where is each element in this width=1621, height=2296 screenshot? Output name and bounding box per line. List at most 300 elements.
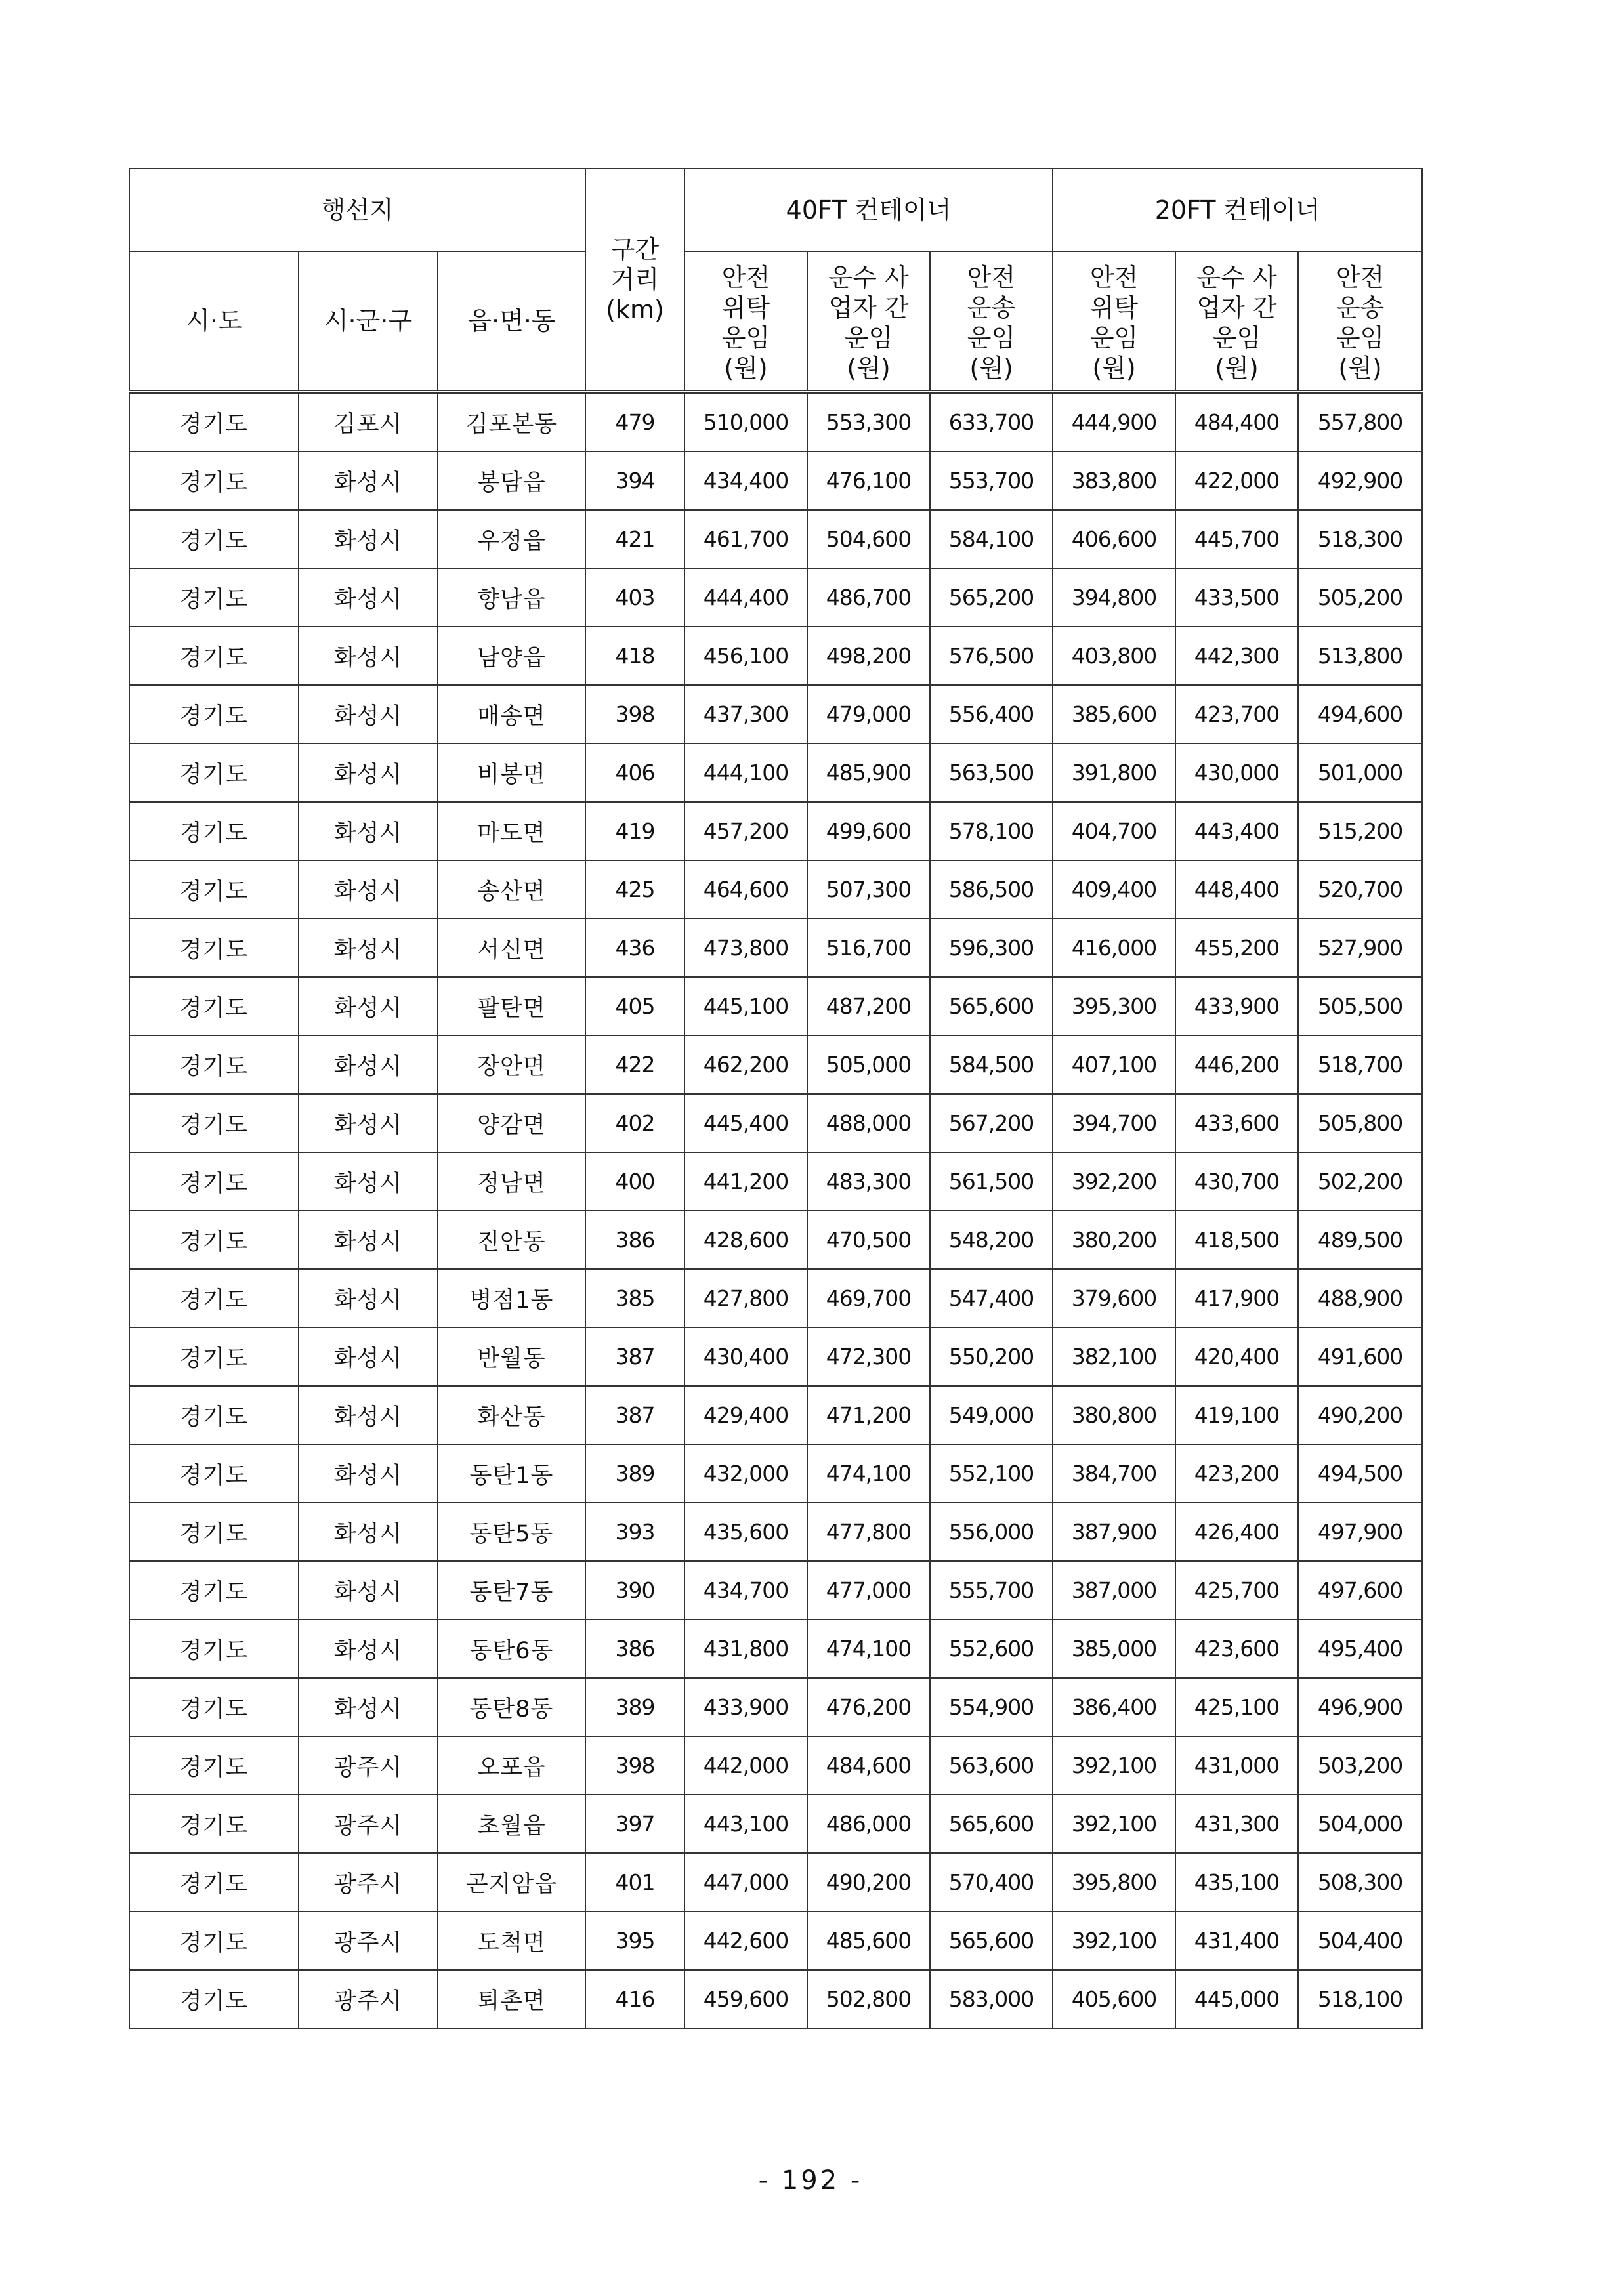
- ft20-transport-cell: 527,900: [1298, 919, 1422, 977]
- sido-cell: 경기도: [129, 1094, 299, 1152]
- sigungu-cell: 화성시: [299, 451, 438, 510]
- ft40-consign-cell: 430,400: [684, 1327, 807, 1386]
- distance-cell: 406: [585, 743, 684, 802]
- ft20-consign-cell: 404,700: [1053, 802, 1175, 860]
- ft20-consign-cell: 444,900: [1053, 392, 1175, 451]
- ft40-carrier-cell: 504,600: [807, 510, 930, 568]
- distance-cell: 386: [585, 1211, 684, 1269]
- distance-cell: 416: [585, 1970, 684, 2028]
- ft20-carrier-cell: 423,600: [1175, 1619, 1298, 1678]
- ft20-transport-cell: 501,000: [1298, 743, 1422, 802]
- eupmyeondong-cell: 송산면: [438, 860, 585, 919]
- ft20-transport-cell: 518,100: [1298, 1970, 1422, 2028]
- sigungu-cell: 화성시: [299, 977, 438, 1035]
- ft20-consign-cell: 416,000: [1053, 919, 1175, 977]
- ft40-carrier-cell: 472,300: [807, 1327, 930, 1386]
- ft20-transport-cell: 515,200: [1298, 802, 1422, 860]
- ft40-consign-cell: 444,100: [684, 743, 807, 802]
- distance-cell: 385: [585, 1269, 684, 1327]
- ft20-transport-cell: 508,300: [1298, 1853, 1422, 1911]
- table-row: [129, 860, 1422, 919]
- table-row: [129, 1327, 1422, 1386]
- destination-header: 행선지: [129, 169, 585, 251]
- sido-cell: 경기도: [129, 802, 299, 860]
- sigungu-cell: 화성시: [299, 743, 438, 802]
- ft20-consign-cell: 403,800: [1053, 627, 1175, 685]
- distance-cell: 389: [585, 1678, 684, 1736]
- distance-cell: 479: [585, 392, 684, 451]
- ft20-carrier-cell: 422,000: [1175, 451, 1298, 510]
- sido-cell: 경기도: [129, 568, 299, 627]
- table-row: [129, 685, 1422, 743]
- ft20-consign-cell: 379,600: [1053, 1269, 1175, 1327]
- ft20-consign-cell: 406,600: [1053, 510, 1175, 568]
- ft40-transport-cell: 556,000: [930, 1503, 1053, 1561]
- eupmyeondong-cell: 장안면: [438, 1035, 585, 1094]
- ft20-consign-cell: 395,800: [1053, 1853, 1175, 1911]
- ft40-consign-cell: 437,300: [684, 685, 807, 743]
- ft40-transport-cell: 556,400: [930, 685, 1053, 743]
- ft20-carrier-cell: 448,400: [1175, 860, 1298, 919]
- ft40-transport-cell: 586,500: [930, 860, 1053, 919]
- sido-cell: 경기도: [129, 510, 299, 568]
- ft20-consign-cell: 380,200: [1053, 1211, 1175, 1269]
- ft20-carrier-label: 운수 사업자 간 운임 (원): [1196, 263, 1277, 383]
- ft20-consign-cell: 385,000: [1053, 1619, 1175, 1678]
- ft40-consign-cell: 435,600: [684, 1503, 807, 1561]
- ft40-consign-cell: 464,600: [684, 860, 807, 919]
- sigungu-cell: 화성시: [299, 1503, 438, 1561]
- ft20-carrier-cell: 443,400: [1175, 802, 1298, 860]
- ft40-transport-cell: 561,500: [930, 1152, 1053, 1211]
- ft40-transport-cell: 554,900: [930, 1678, 1053, 1736]
- ft20-transport-cell: 492,900: [1298, 451, 1422, 510]
- table-row: [129, 1094, 1422, 1152]
- ft40-transport-cell: 584,500: [930, 1035, 1053, 1094]
- ft40-carrier-cell: 490,200: [807, 1853, 930, 1911]
- ft20-carrier-cell: 442,300: [1175, 627, 1298, 685]
- table-row: [129, 1678, 1422, 1736]
- sido-cell: 경기도: [129, 743, 299, 802]
- ft20-consign-header: [1053, 251, 1175, 392]
- eupmyeondong-cell: 양감면: [438, 1094, 585, 1152]
- sigungu-cell: 화성시: [299, 685, 438, 743]
- ft40-carrier-label: 운수 사업자 간 운임 (원): [828, 263, 909, 383]
- ft20-transport-cell: 513,800: [1298, 627, 1422, 685]
- ft40-consign-cell: 433,900: [684, 1678, 807, 1736]
- eupmyeondong-cell: 병점1동: [438, 1269, 585, 1327]
- ft20-carrier-cell: 433,900: [1175, 977, 1298, 1035]
- sido-cell: 경기도: [129, 1035, 299, 1094]
- distance-cell: 425: [585, 860, 684, 919]
- ft20-carrier-cell: 420,400: [1175, 1327, 1298, 1386]
- ft40-transport-cell: 547,400: [930, 1269, 1053, 1327]
- ft40-carrier-cell: 474,100: [807, 1444, 930, 1503]
- sigungu-cell: 광주시: [299, 1736, 438, 1795]
- ft40-consign-cell: 459,600: [684, 1970, 807, 2028]
- sigungu-cell: 화성시: [299, 1561, 438, 1619]
- ft40-carrier-cell: 498,200: [807, 627, 930, 685]
- ft40-transport-cell: 578,100: [930, 802, 1053, 860]
- ft40-transport-cell: 583,000: [930, 1970, 1053, 2028]
- ft40-transport-cell: 549,000: [930, 1386, 1053, 1444]
- sigungu-header: 시·군·구: [299, 251, 438, 392]
- ft40-consign-cell: 434,400: [684, 451, 807, 510]
- sigungu-cell: 광주시: [299, 1853, 438, 1911]
- ft20-carrier-cell: 430,000: [1175, 743, 1298, 802]
- table-row: [129, 568, 1422, 627]
- ft40-consign-cell: 473,800: [684, 919, 807, 977]
- eupmyeondong-cell: 도척면: [438, 1911, 585, 1970]
- sido-cell: 경기도: [129, 1678, 299, 1736]
- ft20-transport-cell: 504,400: [1298, 1911, 1422, 1970]
- ft20-transport-cell: 497,900: [1298, 1503, 1422, 1561]
- ft40-carrier-cell: 502,800: [807, 1970, 930, 2028]
- ft40-carrier-cell: 484,600: [807, 1736, 930, 1795]
- ft20-carrier-cell: 431,000: [1175, 1736, 1298, 1795]
- sigungu-cell: 광주시: [299, 1911, 438, 1970]
- ft40-carrier-cell: 479,000: [807, 685, 930, 743]
- ft40-consign-cell: 442,600: [684, 1911, 807, 1970]
- ft40-transport-cell: 570,400: [930, 1853, 1053, 1911]
- ft40-carrier-cell: 488,000: [807, 1094, 930, 1152]
- ft20-consign-cell: 383,800: [1053, 451, 1175, 510]
- ft40-carrier-cell: 483,300: [807, 1152, 930, 1211]
- ft20-carrier-cell: 425,700: [1175, 1561, 1298, 1619]
- distance-cell: 387: [585, 1386, 684, 1444]
- ft20-transport-cell: 518,700: [1298, 1035, 1422, 1094]
- eupmyeondong-cell: 마도면: [438, 802, 585, 860]
- sigungu-cell: 화성시: [299, 627, 438, 685]
- distance-cell: 398: [585, 685, 684, 743]
- table-row: [129, 1152, 1422, 1211]
- ft20-transport-cell: 505,800: [1298, 1094, 1422, 1152]
- ft40-consign-cell: 441,200: [684, 1152, 807, 1211]
- sigungu-cell: 화성시: [299, 919, 438, 977]
- table-row: [129, 451, 1422, 510]
- sido-cell: 경기도: [129, 1853, 299, 1911]
- table-row: [129, 1970, 1422, 2028]
- ft20-consign-cell: 392,100: [1053, 1795, 1175, 1853]
- sigungu-cell: 화성시: [299, 1269, 438, 1327]
- sido-header: 시·도: [129, 251, 299, 392]
- table-row: [129, 1853, 1422, 1911]
- sido-cell: 경기도: [129, 1970, 299, 2028]
- ft20-transport-header: [1298, 251, 1422, 392]
- ft20-transport-cell: 494,600: [1298, 685, 1422, 743]
- eupmyeondong-cell: 서신면: [438, 919, 585, 977]
- sigungu-cell: 화성시: [299, 1327, 438, 1386]
- sido-cell: 경기도: [129, 860, 299, 919]
- ft20-carrier-cell: 433,600: [1175, 1094, 1298, 1152]
- ft40-carrier-cell: 476,100: [807, 451, 930, 510]
- ft40-transport-cell: 576,500: [930, 627, 1053, 685]
- eupmyeondong-cell: 남양읍: [438, 627, 585, 685]
- ft20-carrier-cell: 425,100: [1175, 1678, 1298, 1736]
- ft40-consign-label: 안전 위탁 운임 (원): [721, 263, 770, 383]
- ft40-carrier-cell: 477,000: [807, 1561, 930, 1619]
- ft20-transport-cell: 494,500: [1298, 1444, 1422, 1503]
- ft20-carrier-cell: 446,200: [1175, 1035, 1298, 1094]
- table-row: [129, 919, 1422, 977]
- ft40-consign-cell: 456,100: [684, 627, 807, 685]
- ft40-consign-cell: 457,200: [684, 802, 807, 860]
- eupmyeondong-cell: 곤지암읍: [438, 1853, 585, 1911]
- ft40-carrier-header: [807, 251, 930, 392]
- distance-label: 구간 거리 (km): [606, 235, 664, 324]
- ft20-transport-cell: 497,600: [1298, 1561, 1422, 1619]
- ft40-consign-cell: 431,800: [684, 1619, 807, 1678]
- sigungu-cell: 화성시: [299, 1094, 438, 1152]
- eupmyeondong-cell: 비봉면: [438, 743, 585, 802]
- ft20-carrier-cell: 419,100: [1175, 1386, 1298, 1444]
- sido-cell: 경기도: [129, 392, 299, 451]
- ft40-transport-cell: 565,600: [930, 1911, 1053, 1970]
- ft20-carrier-cell: 431,300: [1175, 1795, 1298, 1853]
- table-row: [129, 1561, 1422, 1619]
- ft20-transport-cell: 518,300: [1298, 510, 1422, 568]
- table-row: [129, 1736, 1422, 1795]
- ft40-transport-cell: 563,500: [930, 743, 1053, 802]
- eupmyeondong-cell: 초월읍: [438, 1795, 585, 1853]
- ft20-transport-cell: 491,600: [1298, 1327, 1422, 1386]
- eupmyeondong-cell: 화산동: [438, 1386, 585, 1444]
- eupmyeondong-cell: 팔탄면: [438, 977, 585, 1035]
- eupmyeondong-cell: 향남읍: [438, 568, 585, 627]
- table-row: [129, 743, 1422, 802]
- ft40-transport-cell: 550,200: [930, 1327, 1053, 1386]
- eupmyeondong-cell: 동탄5동: [438, 1503, 585, 1561]
- eupmyeondong-header: 읍·면·동: [438, 251, 585, 392]
- ft20-consign-cell: 391,800: [1053, 743, 1175, 802]
- table-row: [129, 1386, 1422, 1444]
- ft20-consign-cell: 392,200: [1053, 1152, 1175, 1211]
- ft20-consign-cell: 386,400: [1053, 1678, 1175, 1736]
- distance-cell: 398: [585, 1736, 684, 1795]
- table-row: [129, 1269, 1422, 1327]
- ft20-consign-cell: 384,700: [1053, 1444, 1175, 1503]
- ft40-header: 40FT 컨테이너: [684, 169, 1053, 251]
- ft20-carrier-cell: 423,200: [1175, 1444, 1298, 1503]
- sido-cell: 경기도: [129, 1561, 299, 1619]
- ft40-transport-cell: 552,600: [930, 1619, 1053, 1678]
- distance-cell: 389: [585, 1444, 684, 1503]
- sido-cell: 경기도: [129, 1619, 299, 1678]
- distance-cell: 393: [585, 1503, 684, 1561]
- sigungu-cell: 화성시: [299, 568, 438, 627]
- ft40-transport-cell: 565,600: [930, 977, 1053, 1035]
- eupmyeondong-cell: 진안동: [438, 1211, 585, 1269]
- ft20-consign-label: 안전 위탁 운임 (원): [1089, 263, 1139, 383]
- ft20-consign-cell: 395,300: [1053, 977, 1175, 1035]
- eupmyeondong-cell: 동탄8동: [438, 1678, 585, 1736]
- ft40-consign-cell: 444,400: [684, 568, 807, 627]
- distance-cell: 403: [585, 568, 684, 627]
- table-row: [129, 1211, 1422, 1269]
- table-row: [129, 1444, 1422, 1503]
- sigungu-cell: 화성시: [299, 860, 438, 919]
- ft40-transport-cell: 565,200: [930, 568, 1053, 627]
- sido-cell: 경기도: [129, 1211, 299, 1269]
- ft40-carrier-cell: 485,600: [807, 1911, 930, 1970]
- ft40-consign-cell: 432,000: [684, 1444, 807, 1503]
- ft40-consign-cell: 443,100: [684, 1795, 807, 1853]
- sigungu-cell: 화성시: [299, 1035, 438, 1094]
- ft20-carrier-cell: 455,200: [1175, 919, 1298, 977]
- table-row: [129, 392, 1422, 451]
- sido-cell: 경기도: [129, 1152, 299, 1211]
- ft40-transport-cell: 584,100: [930, 510, 1053, 568]
- table-row: [129, 1503, 1422, 1561]
- ft40-consign-cell: 447,000: [684, 1853, 807, 1911]
- ft20-consign-cell: 392,100: [1053, 1736, 1175, 1795]
- eupmyeondong-cell: 동탄7동: [438, 1561, 585, 1619]
- distance-header: [585, 169, 684, 392]
- ft20-consign-cell: 409,400: [1053, 860, 1175, 919]
- table-row: [129, 1911, 1422, 1970]
- distance-cell: 386: [585, 1619, 684, 1678]
- distance-cell: 402: [585, 1094, 684, 1152]
- distance-cell: 418: [585, 627, 684, 685]
- ft20-carrier-cell: 445,000: [1175, 1970, 1298, 2028]
- ft20-consign-cell: 380,800: [1053, 1386, 1175, 1444]
- distance-cell: 422: [585, 1035, 684, 1094]
- ft20-consign-cell: 392,100: [1053, 1911, 1175, 1970]
- eupmyeondong-cell: 반월동: [438, 1327, 585, 1386]
- ft40-carrier-cell: 485,900: [807, 743, 930, 802]
- sido-cell: 경기도: [129, 1269, 299, 1327]
- table-body: [129, 392, 1422, 2028]
- ft20-consign-cell: 382,100: [1053, 1327, 1175, 1386]
- distance-cell: 401: [585, 1853, 684, 1911]
- sido-cell: 경기도: [129, 919, 299, 977]
- ft40-transport-cell: 633,700: [930, 392, 1053, 451]
- ft40-carrier-cell: 470,500: [807, 1211, 930, 1269]
- ft40-consign-cell: 445,400: [684, 1094, 807, 1152]
- ft40-transport-cell: 552,100: [930, 1444, 1053, 1503]
- eupmyeondong-cell: 봉담읍: [438, 451, 585, 510]
- sido-cell: 경기도: [129, 1795, 299, 1853]
- ft20-consign-cell: 385,600: [1053, 685, 1175, 743]
- ft20-carrier-cell: 445,700: [1175, 510, 1298, 568]
- ft20-transport-cell: 488,900: [1298, 1269, 1422, 1327]
- sido-cell: 경기도: [129, 685, 299, 743]
- eupmyeondong-cell: 동탄6동: [438, 1619, 585, 1678]
- ft40-carrier-cell: 499,600: [807, 802, 930, 860]
- eupmyeondong-cell: 오포읍: [438, 1736, 585, 1795]
- ft20-transport-cell: 503,200: [1298, 1736, 1422, 1795]
- ft20-transport-cell: 502,200: [1298, 1152, 1422, 1211]
- ft20-consign-cell: 387,900: [1053, 1503, 1175, 1561]
- table-row: [129, 977, 1422, 1035]
- distance-cell: 394: [585, 451, 684, 510]
- ft40-consign-cell: 510,000: [684, 392, 807, 451]
- sigungu-cell: 화성시: [299, 802, 438, 860]
- distance-cell: 400: [585, 1152, 684, 1211]
- sigungu-cell: 화성시: [299, 1152, 438, 1211]
- sigungu-cell: 화성시: [299, 1444, 438, 1503]
- ft40-carrier-cell: 477,800: [807, 1503, 930, 1561]
- distance-cell: 405: [585, 977, 684, 1035]
- page-number: - 192 -: [758, 2165, 863, 2196]
- sido-cell: 경기도: [129, 1911, 299, 1970]
- sido-cell: 경기도: [129, 451, 299, 510]
- ft40-carrier-cell: 471,200: [807, 1386, 930, 1444]
- distance-cell: 390: [585, 1561, 684, 1619]
- sido-cell: 경기도: [129, 1386, 299, 1444]
- sigungu-cell: 화성시: [299, 510, 438, 568]
- sido-cell: 경기도: [129, 1444, 299, 1503]
- distance-cell: 436: [585, 919, 684, 977]
- ft20-consign-cell: 407,100: [1053, 1035, 1175, 1094]
- table-row: [129, 1619, 1422, 1678]
- ft40-transport-cell: 548,200: [930, 1211, 1053, 1269]
- sigungu-cell: 광주시: [299, 1795, 438, 1853]
- sido-cell: 경기도: [129, 1327, 299, 1386]
- ft40-carrier-cell: 487,200: [807, 977, 930, 1035]
- eupmyeondong-cell: 정남면: [438, 1152, 585, 1211]
- ft20-transport-cell: 520,700: [1298, 860, 1422, 919]
- ft40-transport-cell: 563,600: [930, 1736, 1053, 1795]
- ft40-carrier-cell: 505,000: [807, 1035, 930, 1094]
- ft40-carrier-cell: 486,000: [807, 1795, 930, 1853]
- ft20-carrier-cell: 430,700: [1175, 1152, 1298, 1211]
- ft20-carrier-cell: 484,400: [1175, 392, 1298, 451]
- eupmyeondong-cell: 동탄1동: [438, 1444, 585, 1503]
- ft40-transport-header: [930, 251, 1053, 392]
- ft20-consign-cell: 394,700: [1053, 1094, 1175, 1152]
- ft40-consign-header: [684, 251, 807, 392]
- freight-rate-table: [129, 168, 1423, 2029]
- ft20-consign-cell: 394,800: [1053, 568, 1175, 627]
- ft40-transport-label: 안전 운송 운임 (원): [967, 263, 1016, 383]
- distance-cell: 387: [585, 1327, 684, 1386]
- ft40-consign-cell: 429,400: [684, 1386, 807, 1444]
- ft20-transport-label: 안전 운송 운임 (원): [1336, 263, 1385, 383]
- ft20-carrier-cell: 418,500: [1175, 1211, 1298, 1269]
- ft20-transport-cell: 490,200: [1298, 1386, 1422, 1444]
- sigungu-cell: 김포시: [299, 392, 438, 451]
- ft40-consign-cell: 442,000: [684, 1736, 807, 1795]
- ft40-consign-cell: 428,600: [684, 1211, 807, 1269]
- eupmyeondong-cell: 우정읍: [438, 510, 585, 568]
- sido-cell: 경기도: [129, 1503, 299, 1561]
- distance-cell: 419: [585, 802, 684, 860]
- ft20-carrier-cell: 426,400: [1175, 1503, 1298, 1561]
- table-row: [129, 1035, 1422, 1094]
- sigungu-cell: 화성시: [299, 1678, 438, 1736]
- ft20-carrier-header: [1175, 251, 1298, 392]
- table-row: [129, 510, 1422, 568]
- ft20-carrier-cell: 435,100: [1175, 1853, 1298, 1911]
- ft20-consign-cell: 387,000: [1053, 1561, 1175, 1619]
- ft20-consign-cell: 405,600: [1053, 1970, 1175, 2028]
- ft20-transport-cell: 489,500: [1298, 1211, 1422, 1269]
- sigungu-cell: 화성시: [299, 1386, 438, 1444]
- table-row: [129, 802, 1422, 860]
- ft20-transport-cell: 505,200: [1298, 568, 1422, 627]
- ft40-transport-cell: 553,700: [930, 451, 1053, 510]
- ft40-carrier-cell: 476,200: [807, 1678, 930, 1736]
- ft20-carrier-cell: 431,400: [1175, 1911, 1298, 1970]
- distance-cell: 421: [585, 510, 684, 568]
- sigungu-cell: 화성시: [299, 1211, 438, 1269]
- ft20-carrier-cell: 417,900: [1175, 1269, 1298, 1327]
- ft20-transport-cell: 504,000: [1298, 1795, 1422, 1853]
- ft40-consign-cell: 445,100: [684, 977, 807, 1035]
- ft20-header: 20FT 컨테이너: [1053, 169, 1422, 251]
- ft40-transport-cell: 596,300: [930, 919, 1053, 977]
